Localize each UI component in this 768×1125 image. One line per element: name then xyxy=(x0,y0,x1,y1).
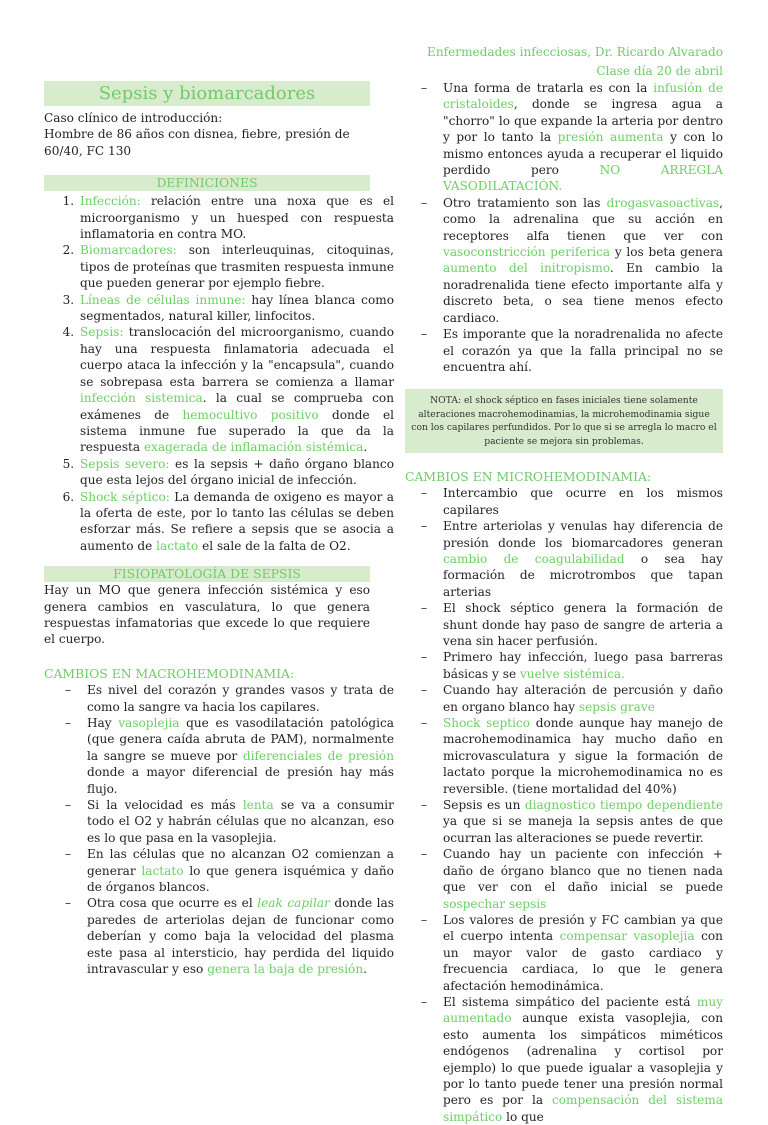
highlight-text: compensar vasoplejia xyxy=(559,929,695,944)
definition-item xyxy=(78,292,394,325)
text: Una forma de tratarla es con la xyxy=(443,81,648,95)
highlight-text: vasoconstricción periferica xyxy=(443,245,611,260)
text: donde las paredes de arteriolas dejan de funcionar como deberían y como baja la velocidad del plasma este pasa al intersticio, hay perdida del liquido intravascular y eso xyxy=(87,896,394,977)
text: o sea hay formación de microtrombos que tapan arterias xyxy=(443,551,724,599)
fisiopatologia-text: Hay un MO que genera infección sistémica y eso genera cambios en vasculatura, lo que genera respuestas infamatorias que excede lo que requiere el cuerpo. xyxy=(44,583,370,647)
text: donde a mayor diferencial de presión hay más flujo. xyxy=(87,765,394,796)
highlight-text: diagnostico tiempo dependiente xyxy=(524,798,723,813)
micro-item xyxy=(443,797,723,846)
course-header: Enfermedades infecciosas, Dr. Ricardo Alvarado xyxy=(427,45,723,59)
text: Cuando hay alteración de percusión y daño en organo blanco hay xyxy=(443,683,723,714)
text: Entre arteriolas y venulas hay diferencia de presión donde los biomarcadores generan xyxy=(443,519,723,550)
definitions-list xyxy=(44,193,394,554)
definition-item xyxy=(78,324,394,455)
definitions-heading: DEFINICIONES xyxy=(44,175,370,191)
text: . xyxy=(363,962,367,977)
highlight-text: infección sistemica xyxy=(80,391,203,406)
highlight-text: NO ARREGLA VASODILATACIÓN. xyxy=(443,163,723,194)
definition-item xyxy=(78,242,394,291)
text: aunque exista vasoplejia, con esto aumenta los simpáticos miméticos endógenos (adrenalina y cortisol por ejemplo) lo que puede igualar a vasoplejia y por lo tanto puede tener una presión normal pero es por la xyxy=(443,1011,723,1108)
macro-item xyxy=(87,895,394,977)
treatment-list xyxy=(405,80,723,375)
fisiopatologia-heading: FISIOPATOLOGÍA DE SEPSIS xyxy=(44,566,370,582)
macro-item xyxy=(87,846,394,895)
micro-item xyxy=(443,912,723,994)
definition-term: Infección: xyxy=(80,194,141,209)
left-column xyxy=(44,110,394,978)
note-box: NOTA: el shock séptico en fases iniciales tiene solamente alteraciones macrohemodinamias, la microhemodinamia sigue con los capilares perfundidos. Por lo que si se arregla lo macro el paciente se mejora sin problemas. xyxy=(405,389,723,453)
highlight-text: diferenciales de presión xyxy=(242,748,394,763)
micro-heading: CAMBIOS EN MICROHEMODINAMIA: xyxy=(405,468,652,484)
text: ya que si se maneja la sepsis antes de que ocurran las alteraciones se puede revertir. xyxy=(443,814,723,845)
definition-term: Shock séptico: xyxy=(80,489,170,504)
text: lo que xyxy=(506,1109,544,1124)
micro-item: – Intercambio que ocurre en los mismos capilares xyxy=(443,485,723,518)
intro-text: Hombre de 86 años con disnea, fiebre, presión de 60/40, FC 130 xyxy=(44,127,350,158)
text: donde aunque hay manejo de macrohemodinamica hay mucho daño en microvasculatura y sigue la formación de lactato porque la microhemodinamica no es reversible. (tiene mortalidad del 40%) xyxy=(443,716,723,796)
highlight-text: lenta xyxy=(242,798,274,813)
text: , donde se ingresa agua a "chorro" lo que expande la arteria por dentro y por lo tanto la xyxy=(443,97,723,145)
highlight-text: genera la baja de presión xyxy=(207,962,364,977)
definition-text: son interleuquinas, citoquinas, tipos de proteínas que trasmiten respuesta inmune que pueden generar por ejemplo fiebre. xyxy=(80,243,394,291)
highlight-text: sepsis grave xyxy=(578,699,655,714)
definition-text: translocación del microorganismo, cuando hay una respuesta finlamatoria adecuada el cuerpo ataca la infección y la "encapsula", cuando se sobrepasa esta barrera se comienza a llamar xyxy=(80,325,394,389)
treatment-item: – Es imporante que la noradrenalida no afecte el corazón ya que la falla principal no se encuentra ahí. xyxy=(443,326,723,375)
highlight-text: Shock septico xyxy=(443,716,531,731)
highlight-text: sospechar sepsis xyxy=(443,896,547,911)
definition-text: el sale de la falta de O2. xyxy=(202,538,351,553)
highlight-text: muy aumentado xyxy=(443,994,723,1026)
micro-item xyxy=(443,649,723,682)
class-date: Clase día 20 de abril xyxy=(596,64,723,78)
text: . En cambio la noradrenalida tiene efecto importante alfa y discreto beta, o sea tiene menos efecto cardiaco. xyxy=(443,261,723,325)
highlight-text: compensación del sistema simpático xyxy=(443,1093,723,1124)
text: y los beta genera xyxy=(614,245,723,260)
highlight-text: leak capilar xyxy=(257,896,330,911)
intro-label: Caso clínico de introducción: xyxy=(44,111,223,125)
highlight-text: vasoplejia xyxy=(118,716,180,730)
highlight-text: presión aumenta xyxy=(557,130,664,145)
text: En las células que no alcanzan O2 comienzan a generar xyxy=(87,847,394,878)
macro-list xyxy=(44,682,394,977)
treatment-item xyxy=(443,195,723,326)
definition-item xyxy=(78,193,394,242)
text: El sistema simpático del paciente está xyxy=(443,994,691,1009)
definition-text: donde el sistema inmune fue superado la que da la respuesta xyxy=(80,407,394,455)
text: que es vasodilatación patológica (que genera caída abruta de PAM), normalmente la sangre se mueve por xyxy=(87,716,394,763)
text: , como la adrenalina que su acción en receptores alfa tienen que ver con xyxy=(443,195,723,243)
definition-text: La demanda de oxigeno es mayor a la oferta de este, por lo tanto las células se deben esforzar más. Se refiere a sepsis que se asocia a aumento de xyxy=(80,489,394,553)
text: Otra cosa que ocurre es el xyxy=(87,896,253,911)
definition-text: . la cual se comprueba con exámenes de xyxy=(80,391,394,422)
text: y con lo mismo entonces ayuda a recuperar el liquido perdido pero xyxy=(443,130,723,178)
highlight-text: hemocultivo positivo xyxy=(182,407,319,422)
micro-item xyxy=(443,715,723,797)
micro-item: – El shock séptico genera la formación de shunt donde hay paso de sangre de arteria a vena sin hacer perfusión. xyxy=(443,600,723,649)
highlight-text: exagerada de inflamación sistémica xyxy=(143,440,364,455)
macro-item xyxy=(87,797,394,846)
text: Primero hay infección, luego pasa barreras básicas y se xyxy=(443,650,723,681)
micro-list xyxy=(405,485,723,1125)
text: Los valores de presión y FC cambian ya que el cuerpo intenta xyxy=(443,912,723,944)
text: Cuando hay un paciente con infección + daño de órgano blanco que no tienen nada que ver con el daño inicial se puede xyxy=(443,847,723,895)
definition-term: Sepsis severo: xyxy=(80,456,170,471)
text: Si la velocidad es más xyxy=(87,798,236,813)
highlight-text: vuelve sistémica. xyxy=(519,666,625,681)
text: Sepsis es un xyxy=(443,798,521,813)
definition-text: . xyxy=(363,440,368,455)
definition-text: hay línea blanca como segmentados, natural killer, linfocitos. xyxy=(80,292,394,324)
micro-item xyxy=(443,846,723,912)
definition-text: es la sepsis + daño órgano blanco que esta lejos del órgano inicial de infección. xyxy=(80,456,394,488)
highlight-text: aumento del initropismo xyxy=(443,261,610,276)
micro-item xyxy=(443,518,723,600)
definition-text: relación entre una noxa que es el microorganismo y un huesped con respuesta inflamatoria en contra MO. xyxy=(80,194,394,242)
micro-item xyxy=(443,682,723,715)
definition-item xyxy=(78,456,394,489)
text: con un mayor valor de gasto cardiaco y frecuencia cardiaca, lo que le genera afectación hemodinámica. xyxy=(443,929,723,993)
highlight-text: drogasvasoactivas xyxy=(606,195,720,210)
treatment-item xyxy=(443,80,723,195)
macro-heading: CAMBIOS EN MACROHEMODINAMIA: xyxy=(44,665,295,681)
highlight-text: infusión de cristaloides xyxy=(443,81,723,112)
definition-item xyxy=(78,489,394,555)
text: se va a consumir todo el O2 y habrán células que no alcanzan, eso es lo que pasa en la vasoplejia. xyxy=(87,798,394,845)
text: lo que genera isquémica y daño de órganos blancos. xyxy=(87,863,394,895)
text: Otro tratamiento son las xyxy=(443,195,601,210)
definition-term: Biomarcadores: xyxy=(80,243,177,258)
right-column xyxy=(405,80,723,1125)
highlight-text: lactato xyxy=(156,538,199,553)
highlight-text: cambio de coagulabilidad xyxy=(443,551,625,566)
highlight-text: lactato xyxy=(141,863,184,878)
macro-item xyxy=(87,715,394,797)
micro-item xyxy=(443,994,723,1125)
macro-item: – Es nivel del corazón y grandes vasos y trata de como la sangre va hacia los capilares. xyxy=(87,682,394,715)
document-title: Sepsis y biomarcadores xyxy=(44,81,370,106)
definition-term: Líneas de células inmune: xyxy=(80,292,246,307)
definition-term: Sepsis: xyxy=(80,325,124,340)
text: Hay xyxy=(87,716,112,730)
